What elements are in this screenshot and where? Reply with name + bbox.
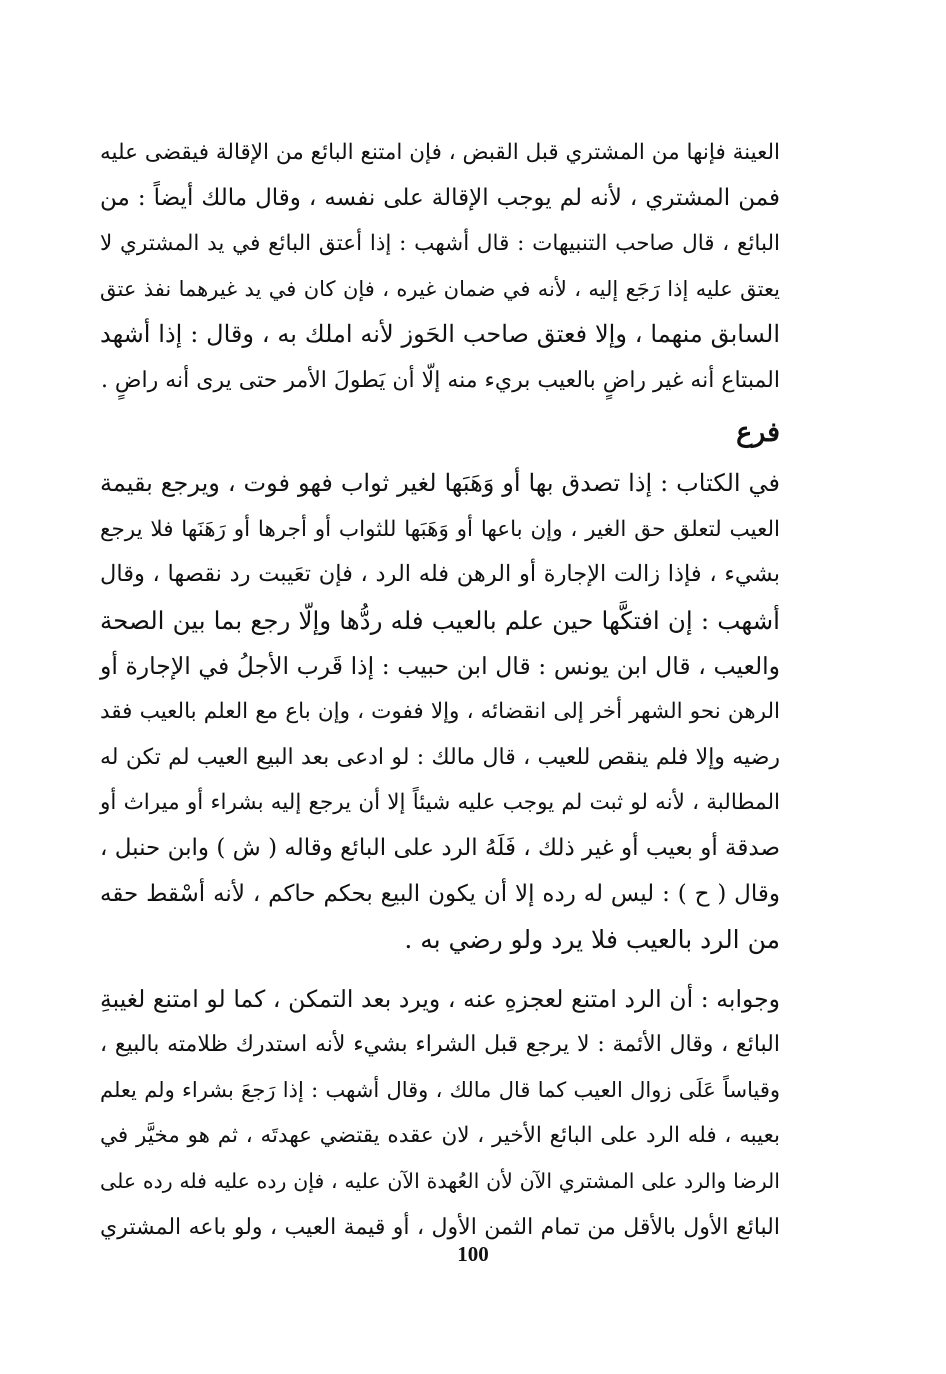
text-line: في الكتاب : إذا تصدق بها أو وَهَبَها لغير ثواب فهو فوت ، ويرجع بقيمة	[100, 469, 780, 498]
text-line: رضيه وإلا فلم ينقص للعيب ، قال مالك : لو ادعى بعد البيع العيب لم تكن له	[100, 744, 780, 770]
text-line: بشيء ، فإذا زالت الإجارة أو الرهن فله الرد ، فإن تعَيبت رد نقصها ، وقال	[100, 561, 780, 588]
paragraph-3	[100, 977, 780, 1251]
page-body	[100, 130, 780, 1250]
text-line: من الرد بالعيب فلا يرد ولو رضي به .	[404, 925, 780, 955]
text-line: البائع ، قال صاحب التنبيهات : قال أشهب : إذا أعتق البائع في يد المشتري لا	[100, 231, 780, 257]
text-line: وقال ( ح ) : ليس له رده إلا أن يكون البيع بحكم حاكم ، لأنه أسْقط حقه	[100, 880, 780, 907]
text-line: والعيب ، قال ابن يونس : قال ابن حبيب : إذا قَرب الأجلُ في الإجارة أو	[100, 651, 780, 680]
page-number: 100	[457, 1242, 489, 1266]
text-line: يعتق عليه إذا رَجَع إليه ، لأنه في ضمان غيره ، فإن كان في يد غيرهما نفذ عتق	[100, 276, 780, 301]
text-line: البائع الأول بالأقل من تمام الثمن الأول ، أو قيمة العيب ، ولو باعه المشتري	[100, 1214, 780, 1240]
text-line: العيب لتعلق حق الغير ، وإن باعها أو وَهَبَها للثواب أو أجرها أو رَهَنَها فلا يرجع	[100, 516, 780, 542]
text-line: العينة فإنها من المشتري قبل القبض ، فإن امتنع البائع من الإقالة فيقضى عليه	[100, 140, 780, 165]
text-line: وقياساً عَلَى زوال العيب كما قال مالك ، وقال أشهب : إذا رَجعَ بشراء ولم يعلم	[100, 1077, 780, 1102]
text-line: السابق منهما ، وإلا فعتق صاحب الحَوز لأنه املك به ، وقال : إذا أشهد	[100, 320, 780, 349]
text-line: الرهن نحو الشهر أخر إلى انقضائه ، وإلا ففوت ، وإن باع مع العلم بالعيب فقد	[100, 699, 780, 725]
section-heading: فرع	[736, 416, 780, 448]
text-line: صدقة أو بعيب أو غير ذلك ، فَلَهُ الرد على البائع وقاله ( ش ) وابن حنبل ،	[100, 834, 780, 861]
text-line: البائع ، وقال الأئمة : لا يرجع قبل الشراء بشيء لأنه استدرك ظلامته بالبيع ،	[100, 1032, 780, 1058]
text-line: المبتاع أنه غير راضٍ بالعيب بريء منه إلّا أن يَطولَ الأمر حتى يرى أنه راضٍ .	[100, 367, 780, 393]
text-line: فمن المشتري ، لأنه لم يوجب الإقالة على نفسه ، وقال مالك أيضاً : من	[100, 184, 780, 211]
text-line: أشهب : إن افتكَّها حين علم بالعيب فله ردُّها وإلّا رجع بما بين الصحة	[100, 605, 780, 635]
text-line: المطالبة ، لأنه لو ثبت لم يوجب عليه شيئاً إلا أن يرجع إليه بشراء أو ميراث أو	[100, 790, 780, 816]
text-line: الرضا والرد على المشتري الآن لأن العُهدة الآن عليه ، فإن رده عليه فله رده على	[100, 1169, 780, 1194]
paragraph-1	[100, 130, 780, 404]
paragraph-2	[100, 461, 780, 963]
text-line: بعيبه ، فله الرد على البائع الأخير ، لان عقده يقتضي عهدتَه ، ثم هو مخيَّر في	[100, 1123, 780, 1149]
text-line: وجوابه : أن الرد امتنع لعجزهِ عنه ، ويرد بعد التمكن ، كما لو امتنع لغيبةِ	[100, 984, 780, 1013]
